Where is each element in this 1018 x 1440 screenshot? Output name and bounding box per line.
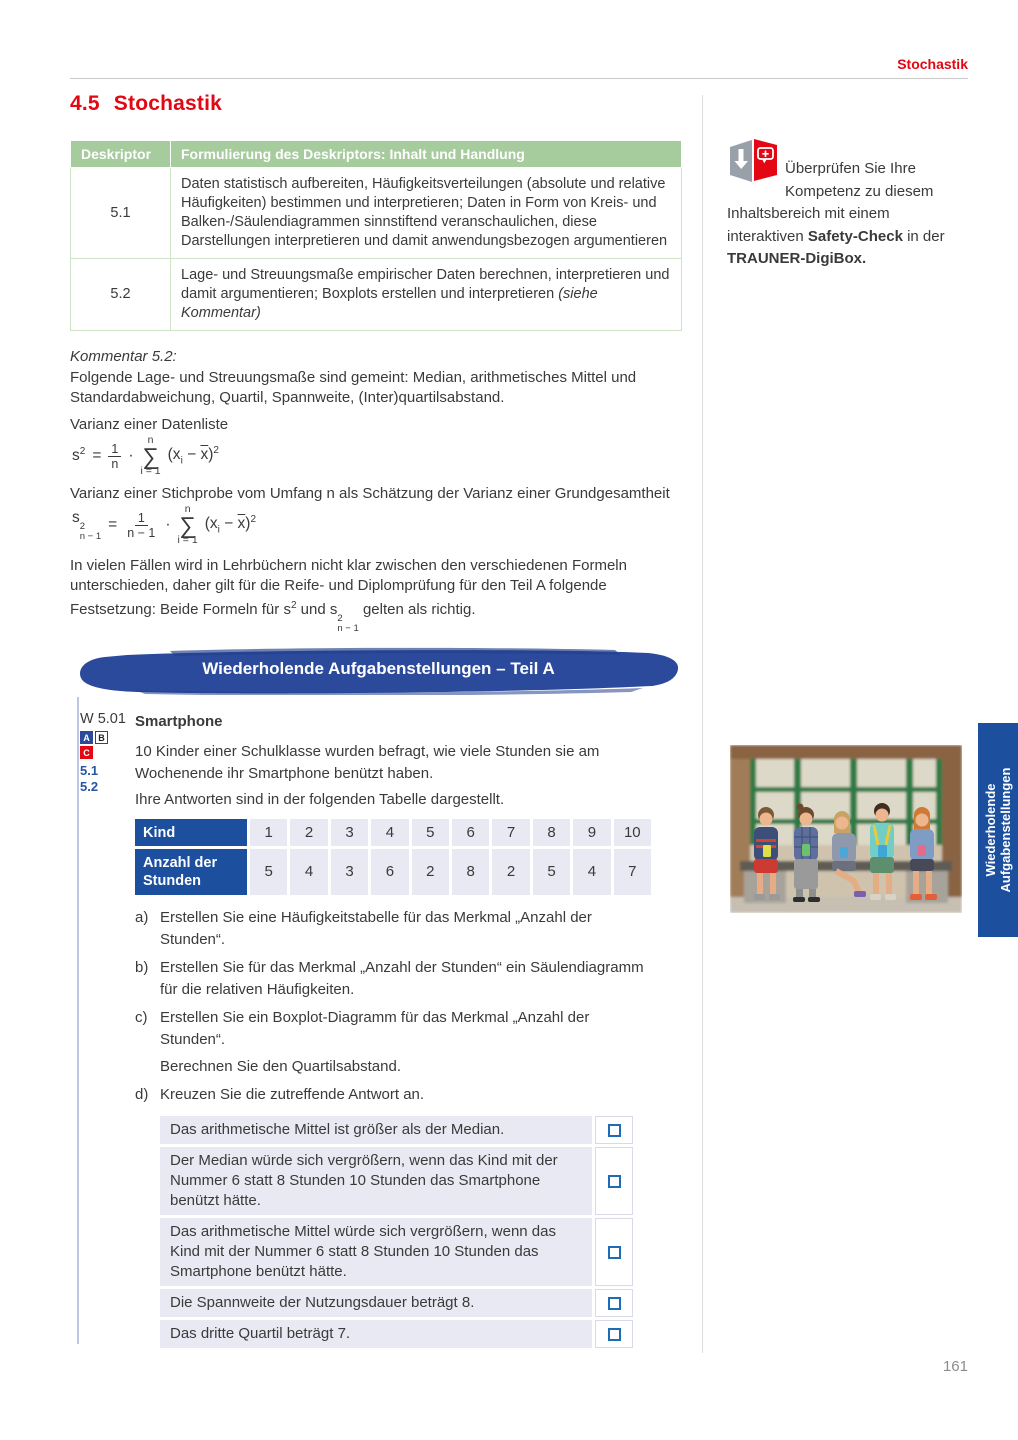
summation-symbol: n ∑ i = 1 — [177, 503, 198, 546]
section-title-text: Stochastik — [113, 92, 222, 115]
badge-row — [80, 731, 135, 744]
banner-title: Wiederholende Aufgabenstellungen – Teil A — [202, 659, 555, 678]
descriptor-id: 5.2 — [71, 259, 171, 331]
table-row — [71, 259, 682, 331]
column-divider — [702, 95, 703, 1353]
task-item-a — [135, 907, 645, 951]
multiplication-dot: · — [165, 516, 171, 533]
item-text: Erstellen Sie ein Boxplot-Diagramm für das Merkmal „Anzahl der Stunden“. Berechnen Sie den Quartilsabstand. — [160, 1007, 645, 1078]
side-tab-line1: Wiederholende — [983, 783, 998, 877]
side-tab-line2: Aufgabenstellungen — [998, 767, 1013, 893]
descriptor-text-note: (siehe Kommentar) — [181, 286, 598, 321]
fraction: $\frac{1}{n}$ — [108, 442, 121, 471]
stunden-value: 8 — [452, 849, 489, 895]
kind-value: 8 — [533, 819, 570, 846]
children-smartphones-photo — [730, 745, 962, 913]
statement-text: Das arithmetische Mittel ist größer als der Median. — [160, 1116, 592, 1144]
stunden-value: 4 — [573, 849, 610, 895]
item-label: b) — [135, 959, 149, 976]
badge-b: B — [95, 731, 108, 744]
side-tab-text — [978, 723, 1018, 937]
item-text: Erstellen Sie eine Häufigkeitstabelle für das Merkmal „Anzahl der Stunden“. — [160, 909, 592, 948]
row-header-stunden: Anzahl der Stunden — [135, 849, 247, 895]
checkbox-cell — [595, 1116, 633, 1144]
main-column — [70, 88, 682, 1348]
formula-lhs: $s^2$ — [72, 446, 86, 465]
kind-value: 6 — [452, 819, 489, 846]
kind-value: 5 — [412, 819, 449, 846]
stunden-value: 2 — [412, 849, 449, 895]
checkbox[interactable] — [608, 1124, 621, 1137]
equals-sign: = — [92, 447, 102, 464]
formula-term: $(x_i - \overline{x})^2$ — [167, 445, 219, 467]
task-item-b — [135, 957, 645, 1001]
descriptor-table — [70, 140, 682, 331]
task-item-list — [135, 907, 645, 1106]
checkbox-cell — [595, 1147, 633, 1215]
checkbox[interactable] — [608, 1175, 621, 1188]
kommentar-title: Kommentar 5.2: — [70, 348, 177, 365]
formula-term: $(x_i - \overline{x})^2$ — [204, 514, 256, 536]
statement-row — [160, 1218, 633, 1286]
descriptor-text-main: Lage- und Streuungsmaße empirischer Daten berechnen, interpretieren und damit argumentieren; Boxplots erstellen und interpretieren — [181, 267, 670, 302]
kind-value: 3 — [331, 819, 368, 846]
descriptor-text — [171, 168, 682, 259]
table-header-row — [71, 141, 682, 168]
checkbox-cell — [595, 1320, 633, 1348]
section-number: 4.5 — [70, 92, 100, 115]
formula-lhs: s 2 n − 1 — [72, 509, 102, 542]
statement-row — [160, 1147, 633, 1215]
digibox-label: TRAUNER-DigiBox. — [727, 250, 867, 267]
task-item-c — [135, 1007, 645, 1078]
page-number: 161 — [942, 1358, 968, 1375]
variance-formula-datenliste — [72, 435, 682, 477]
tag-5-2: 5.2 — [80, 779, 99, 794]
icon-spacer — [727, 158, 785, 184]
item-label: a) — [135, 909, 149, 926]
page-title — [70, 92, 682, 116]
item-label: d) — [135, 1086, 149, 1103]
statement-text: Das dritte Quartil beträgt 7. — [160, 1320, 592, 1348]
descriptor-text — [171, 259, 682, 331]
checkbox-cell — [595, 1289, 633, 1317]
equals-sign: = — [108, 516, 118, 533]
descriptor-text-main: Daten statistisch aufbereiten, Häufigkeitsverteilungen (absolute und relative Häufigkeiten) bestimmen und interpretieren; Daten in Form von Kreis- und Balken-/Säulendiagrammen sinnstiftend veranschaulichen, diese Darstellungen interpretieren und damit anwendungsbezogen argumentieren — [181, 176, 668, 249]
formulation-column-header: Formulierung des Deskriptors: Inhalt und Handlung — [171, 141, 682, 168]
stunden-value: 2 — [492, 849, 529, 895]
margin-note: Überprüfen Sie Ihre Kompetenz zu diesem Inhaltsbereich mit einem interaktiven Safety-Check in der TRAUNER-DigiBox. — [727, 160, 945, 267]
kind-value: 9 — [573, 819, 610, 846]
task-gutter — [70, 711, 135, 1348]
kind-value: 2 — [290, 819, 327, 846]
item-extra-text: Berechnen Sie den Quartilsabstand. — [160, 1058, 401, 1075]
stunden-value: 6 — [371, 849, 408, 895]
task-intro-2: Ihre Antworten sind in der folgenden Tabelle dargestellt. — [135, 791, 505, 808]
stunden-value: 4 — [290, 849, 327, 895]
stunden-value: 5 — [250, 849, 287, 895]
item-label: c) — [135, 1009, 148, 1026]
stunden-value: 5 — [533, 849, 570, 895]
checkbox-cell — [595, 1218, 633, 1286]
statement-checklist — [160, 1116, 633, 1348]
task-item-d — [135, 1084, 645, 1106]
badge-c: C — [80, 746, 93, 759]
task-w5-01 — [70, 711, 682, 1348]
table-row — [71, 168, 682, 259]
descriptor-column-header: Deskriptor — [71, 141, 171, 168]
header-rule — [70, 78, 968, 79]
running-header: Stochastik — [897, 56, 968, 72]
kind-value: 1 — [250, 819, 287, 846]
multiplication-dot: · — [128, 447, 134, 464]
task-code: W 5.01 — [80, 711, 126, 727]
safety-check-label: Safety-Check — [807, 227, 903, 245]
checkbox[interactable] — [608, 1328, 621, 1341]
hours-data-table — [135, 819, 651, 895]
kind-value: 7 — [492, 819, 529, 846]
item-text: Kreuzen Sie die zutreffende Antwort an. — [160, 1086, 425, 1103]
descriptor-id: 5.1 — [71, 168, 171, 259]
item-text: Erstellen Sie für das Merkmal „Anzahl der Stunden“ ein Säulendiagramm für die relativen Häufigkeiten. — [160, 959, 644, 998]
task-title: Smartphone — [135, 713, 223, 730]
statement-row — [160, 1320, 633, 1348]
stunden-value: 3 — [331, 849, 368, 895]
kommentar-paragraph: In vielen Fällen wird in Lehrbüchern nicht klar zwischen den verschiedenen Formeln unterschieden, daher gilt für die Reife- und Diplomprüfung für den Teil A folgende Festsetzung: Beide Formeln für $s^2$ und s 2 n − 1 gelten als richtig. — [70, 557, 627, 634]
checkbox[interactable] — [608, 1297, 621, 1310]
kommentar-paragraph: Folgende Lage- und Streuungsmaße sind gemeint: Median, arithmetisches Mittel und Standardabweichung, Quartil, Spannweite, (Inter)quartilsabstand. — [70, 369, 637, 406]
statement-text: Das arithmetische Mittel würde sich vergrößern, wenn das Kind mit der Nummer 6 statt 8 Stunden 10 Stunden das Smartphone benützt hätte. — [160, 1218, 592, 1286]
task-section — [70, 647, 682, 1348]
task-content — [135, 711, 682, 1348]
statement-text: Die Spannweite der Nutzungsdauer beträgt 8. — [160, 1289, 592, 1317]
fraction: $\frac{1}{n - 1}$ — [127, 510, 156, 540]
section-banner — [75, 647, 682, 695]
variance-list-label: Varianz einer Datenliste — [70, 416, 229, 433]
statement-text: Der Median würde sich vergrößern, wenn das Kind mit der Nummer 6 statt 8 Stunden 10 Stunden das Smartphone benützt hätte. — [160, 1147, 592, 1215]
stunden-value: 7 — [614, 849, 651, 895]
task-intro: 10 Kinder einer Schulklasse wurden befragt, wie viele Stunden sie am Wochenende ihr Smartphone benützt haben. — [135, 743, 600, 782]
variance-formula-stichprobe — [72, 504, 682, 546]
checkbox[interactable] — [608, 1246, 621, 1259]
variance-sample-label: Varianz einer Stichprobe vom Umfang n als Schätzung der Varianz einer Grundgesamtheit — [70, 485, 670, 502]
statement-row — [160, 1289, 633, 1317]
tag-5-1: 5.1 — [80, 763, 99, 778]
badge-a: A — [80, 731, 93, 744]
summation-symbol: n ∑ i = 1 — [140, 434, 161, 477]
statement-row — [160, 1116, 633, 1144]
kind-value: 4 — [371, 819, 408, 846]
row-header-kind: Kind — [135, 819, 247, 846]
side-tab-wiederholende-aufgabenstellungen — [978, 723, 1018, 937]
kind-value: 10 — [614, 819, 651, 846]
